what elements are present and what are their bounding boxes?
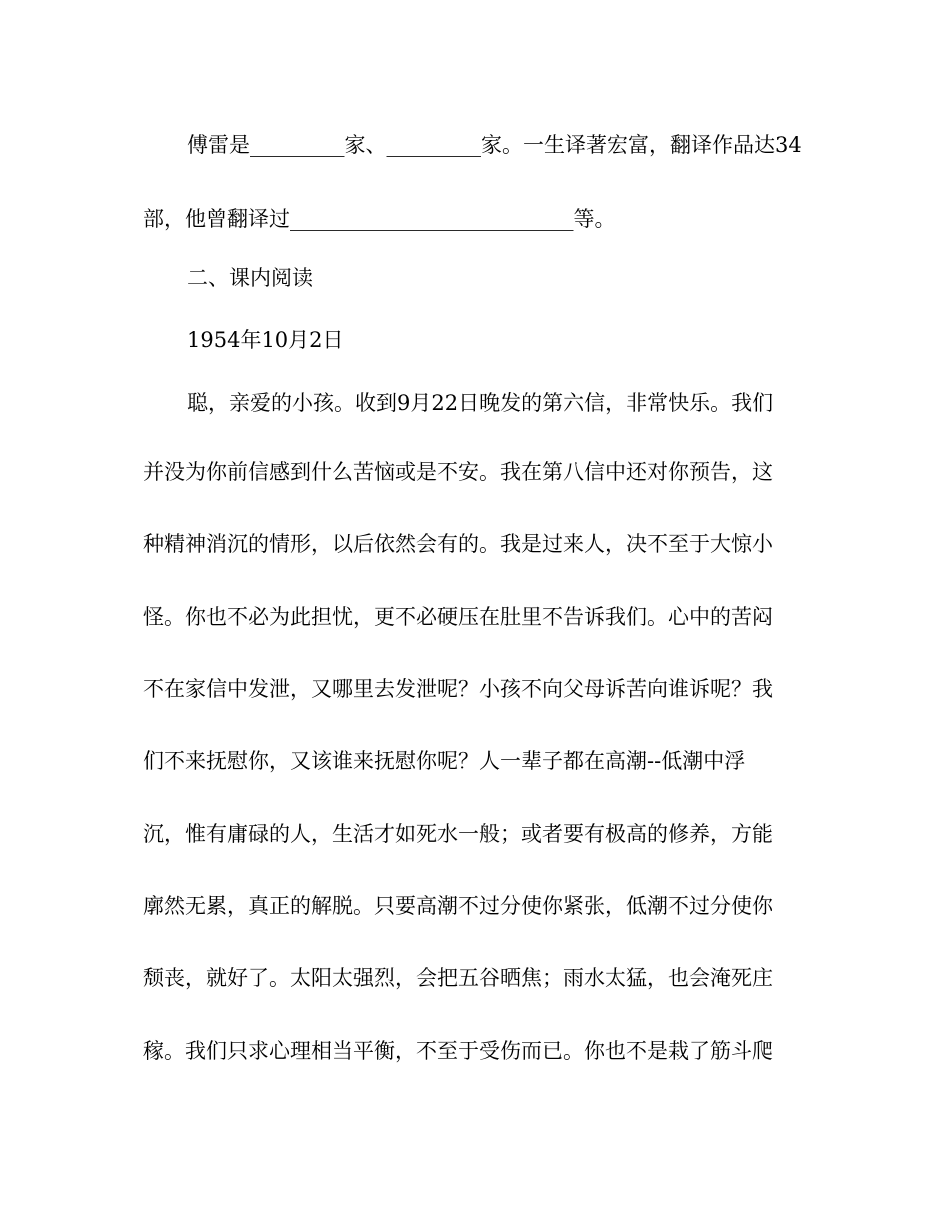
section-heading: 二、课内阅读	[187, 266, 313, 290]
fill-in-question-line-1: 傅雷是_________家、_________家。一生译著宏富，翻译作品达34	[187, 133, 802, 157]
letter-line: 不在家信中发泄，又哪里去发泄呢？小孩不向父母诉苦向谁诉呢？我	[143, 677, 773, 701]
letter-line: 们不来抚慰你，又该谁来抚慰你呢？人一辈子都在高潮--低潮中浮	[143, 749, 746, 773]
letter-line: 廓然无累，真正的解脱。只要高潮不过分使你紧张，低潮不过分使你	[143, 894, 773, 918]
letter-date: 1954年10月2日	[187, 328, 344, 352]
letter-line: 颓丧，就好了。太阳太强烈，会把五谷晒焦；雨水太猛，也会淹死庄	[143, 966, 773, 990]
letter-line: 沉，惟有庸碌的人，生活才如死水一般；或者要有极高的修养，方能	[143, 822, 773, 846]
letter-line: 聪，亲爱的小孩。收到9月22日晚发的第六信，非常快乐。我们	[187, 391, 774, 415]
fill-in-question-line-2: 部，他曾翻译过___________________________等。	[143, 207, 616, 231]
letter-line: 种精神消沉的情形，以后依然会有的。我是过来人，决不至于大惊小	[143, 532, 773, 556]
letter-line: 并没为你前信感到什么苦恼或是不安。我在第八信中还对你预告，这	[143, 460, 773, 484]
letter-line: 怪。你也不必为此担忧，更不必硬压在肚里不告诉我们。心中的苦闷	[143, 605, 773, 629]
letter-line: 稼。我们只求心理相当平衡，不至于受伤而已。你也不是栽了筋斗爬	[143, 1039, 773, 1063]
